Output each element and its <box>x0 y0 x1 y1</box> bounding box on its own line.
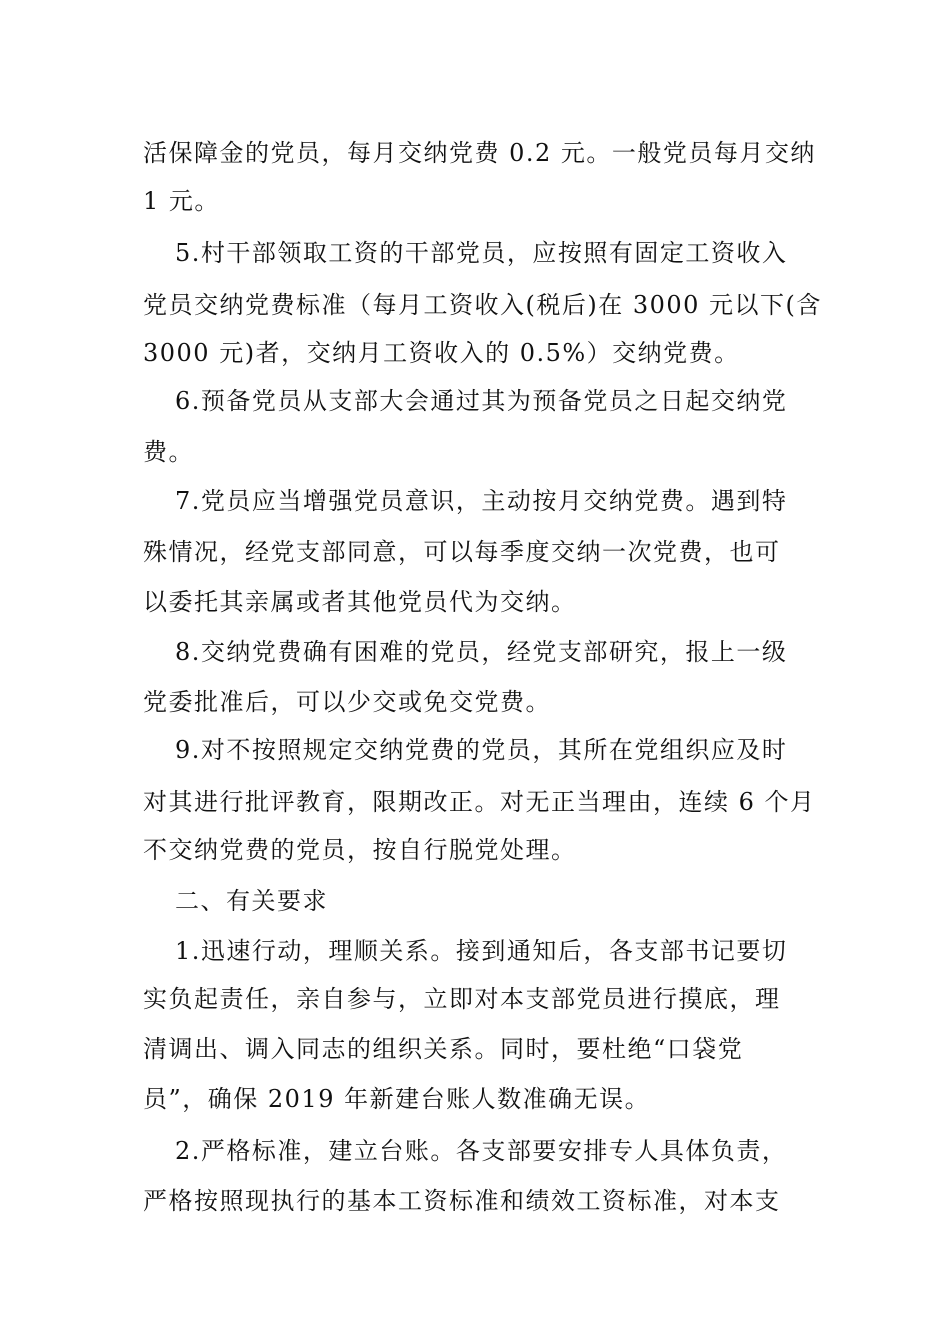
paragraph-line: 6.预备党员从支部大会通过其为预备党员之日起交纳党 <box>175 387 788 415</box>
paragraph-line: 活保障金的党员，每月交纳党费 0.2 元。一般党员每月交纳 <box>143 139 816 167</box>
paragraph-line: 7.党员应当增强党员意识，主动按月交纳党费。遇到特 <box>175 487 788 515</box>
paragraph-line: 对其进行批评教育，限期改正。对无正当理由，连续 6 个月 <box>143 788 816 816</box>
paragraph-line: 1.迅速行动，理顺关系。接到通知后，各支部书记要切 <box>175 937 788 965</box>
paragraph-line: 严格按照现执行的基本工资标准和绩效工资标准，对本支 <box>143 1187 781 1215</box>
paragraph-line: 党员交纳党费标准（每月工资收入(税后)在 3000 元以下(含 <box>143 291 822 319</box>
paragraph-line: 3000 元)者，交纳月工资收入的 0.5%）交纳党费。 <box>143 339 740 367</box>
paragraph-line: 以委托其亲属或者其他党员代为交纳。 <box>143 588 577 616</box>
paragraph-line: 实负起责任，亲自参与，立即对本支部党员进行摸底，理 <box>143 985 781 1013</box>
paragraph-line: 不交纳党费的党员，按自行脱党处理。 <box>143 836 577 864</box>
paragraph-line: 员”，确保 2019 年新建台账人数准确无误。 <box>143 1085 651 1113</box>
paragraph-line: 费。 <box>143 438 194 466</box>
paragraph-line: 5.村干部领取工资的干部党员，应按照有固定工资收入 <box>175 239 788 267</box>
section-heading: 二、有关要求 <box>175 887 328 915</box>
paragraph-line: 党委批准后，可以少交或免交党费。 <box>143 688 551 716</box>
paragraph-line: 9.对不按照规定交纳党费的党员，其所在党组织应及时 <box>175 736 788 764</box>
paragraph-line: 8.交纳党费确有困难的党员，经党支部研究，报上一级 <box>175 638 788 666</box>
paragraph-line: 清调出、调入同志的组织关系。同时，要杜绝“口袋党 <box>143 1035 744 1063</box>
paragraph-line: 1 元。 <box>143 187 220 215</box>
paragraph-line: 殊情况，经党支部同意，可以每季度交纳一次党费，也可 <box>143 538 781 566</box>
paragraph-line: 2.严格标准，建立台账。各支部要安排专人具体负责， <box>175 1137 788 1165</box>
